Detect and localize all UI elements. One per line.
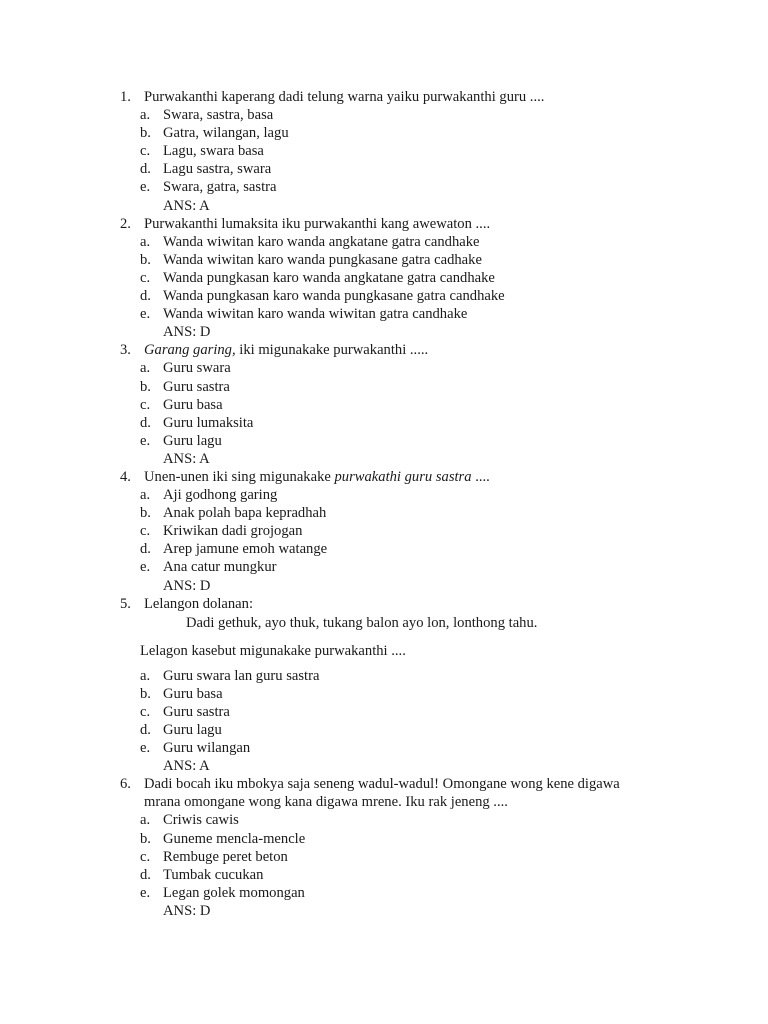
option-e xyxy=(0,178,768,196)
question-line xyxy=(0,215,768,233)
option-text: Guru lagu xyxy=(163,432,222,449)
option-text: Guneme mencla-mencle xyxy=(163,830,306,847)
option-c xyxy=(0,848,768,866)
question-text-lead: Unen-unen iki sing migunakake xyxy=(144,468,335,485)
option-d xyxy=(0,866,768,884)
option-text: Wanda pungkasan karo wanda pungkasane gatra candhake xyxy=(163,288,505,305)
option-letter: b. xyxy=(140,685,151,702)
option-text: Wanda wiwitan karo wanda angkatane gatra candhake xyxy=(163,233,480,250)
option-e xyxy=(0,739,768,757)
option-e xyxy=(0,884,768,902)
option-letter: a. xyxy=(140,487,151,504)
question-line xyxy=(0,468,768,486)
question-line xyxy=(0,88,768,106)
question-text-italic: purwakathi guru sastra xyxy=(334,468,472,485)
question-number: 1. xyxy=(120,89,131,105)
prompt-line xyxy=(0,641,768,661)
answer-key: ANS: D xyxy=(163,902,211,919)
option-text: Guru sastra xyxy=(163,703,230,720)
option-d xyxy=(0,287,768,305)
option-d xyxy=(0,540,768,558)
answer-line xyxy=(0,902,768,920)
option-text: Kriwikan dadi grojogan xyxy=(163,523,303,540)
option-text: Guru swara xyxy=(163,360,231,377)
option-c xyxy=(0,142,768,160)
option-letter: b. xyxy=(140,830,151,847)
question-prompt: Lelagon kasebut migunakake purwakanthi .... xyxy=(140,642,406,659)
option-letter: a. xyxy=(140,360,151,377)
answer-line xyxy=(0,757,768,775)
option-text: Guru basa xyxy=(163,396,223,413)
option-letter: e. xyxy=(140,432,151,449)
option-letter: a. xyxy=(140,667,151,684)
option-text: Legan golek momongan xyxy=(163,884,305,901)
answer-line xyxy=(0,577,768,595)
option-text: Guru basa xyxy=(163,685,223,702)
option-d xyxy=(0,721,768,739)
option-letter: d. xyxy=(140,866,151,883)
question-text: Purwakanthi lumaksita iku purwakanthi kang awewaton .... xyxy=(144,215,491,232)
option-text: Guru swara lan guru sastra xyxy=(163,667,320,684)
option-a xyxy=(0,667,768,685)
option-text: Guru wilangan xyxy=(163,740,251,757)
option-letter: b. xyxy=(140,251,151,268)
question-text-italic: Garang garing, xyxy=(144,342,236,359)
option-a xyxy=(0,811,768,829)
question-4 xyxy=(0,468,768,595)
option-letter: b. xyxy=(140,505,151,522)
option-letter: a. xyxy=(140,812,151,829)
song-lyric: Dadi gethuk, ayo thuk, tukang balon ayo lon, lonthong tahu. xyxy=(186,614,538,631)
option-letter: d. xyxy=(140,414,151,431)
question-text-rest: iki migunakake purwakanthi ..... xyxy=(235,342,429,359)
answer-key: ANS: D xyxy=(163,577,211,594)
option-letter: c. xyxy=(140,143,151,160)
question-3 xyxy=(0,341,768,468)
option-d xyxy=(0,160,768,178)
option-letter: d. xyxy=(140,541,151,558)
option-text: Wanda wiwitan karo wanda pungkasane gatra cadhake xyxy=(163,251,482,268)
option-letter: d. xyxy=(140,288,151,305)
answer-key: ANS: A xyxy=(163,197,210,214)
option-text: Tumbak cucukan xyxy=(163,866,264,883)
question-text: Purwakanthi kaperang dadi telung warna yaiku purwakanthi guru .... xyxy=(144,89,545,105)
option-text: Swara, sastra, basa xyxy=(163,107,274,124)
option-letter: c. xyxy=(140,269,151,286)
option-text: Wanda wiwitan karo wanda wiwitan gatra candhake xyxy=(163,306,468,323)
question-number: 2. xyxy=(120,215,131,232)
option-letter: d. xyxy=(140,161,151,178)
option-text: Anak polah bapa kepradhah xyxy=(163,505,327,522)
question-text xyxy=(144,341,428,359)
question-number: 3. xyxy=(120,342,131,359)
lyric-line xyxy=(0,613,768,633)
option-text: Criwis cawis xyxy=(163,812,239,829)
option-text: Guru lagu xyxy=(163,722,222,738)
option-text: Gatra, wilangan, lagu xyxy=(163,125,289,142)
option-letter: c. xyxy=(140,848,151,865)
option-letter: a. xyxy=(140,233,151,250)
answer-key: ANS: A xyxy=(163,758,210,775)
option-letter: e. xyxy=(140,306,151,323)
question-line xyxy=(0,341,768,359)
answer-line xyxy=(0,197,768,215)
option-letter: e. xyxy=(140,179,151,196)
option-a xyxy=(0,486,768,504)
answer-line xyxy=(0,323,768,341)
question-line-continued xyxy=(0,793,768,811)
option-e xyxy=(0,432,768,450)
option-text: Lagu, swara basa xyxy=(163,143,264,160)
question-text-continued: mrana omongane wong kana digawa mrene. Iku rak jeneng .... xyxy=(144,794,508,811)
option-text: Lagu sastra, swara xyxy=(163,161,272,178)
option-e xyxy=(0,558,768,576)
option-b xyxy=(0,830,768,848)
option-letter: c. xyxy=(140,523,151,540)
question-text: Lelangon dolanan: xyxy=(144,595,254,612)
answer-key: ANS: D xyxy=(163,324,211,341)
question-line xyxy=(0,595,768,613)
option-letter: b. xyxy=(140,378,151,395)
option-b xyxy=(0,504,768,522)
question-1 xyxy=(0,88,768,215)
option-letter: b. xyxy=(140,125,151,142)
option-b xyxy=(0,378,768,396)
option-letter: e. xyxy=(140,884,151,901)
option-text: Aji godhong garing xyxy=(163,487,278,504)
option-text: Guru sastra xyxy=(163,378,230,395)
option-b xyxy=(0,124,768,142)
question-6 xyxy=(0,775,768,920)
option-text: Ana catur mungkur xyxy=(163,559,277,576)
option-a xyxy=(0,359,768,377)
option-c xyxy=(0,703,768,721)
question-number: 4. xyxy=(120,468,131,485)
question-number: 6. xyxy=(120,776,131,793)
option-letter: d. xyxy=(140,722,151,738)
option-b xyxy=(0,251,768,269)
answer-key: ANS: A xyxy=(163,450,210,467)
question-5 xyxy=(0,595,768,776)
option-text: Guru lumaksita xyxy=(163,414,254,431)
option-letter: c. xyxy=(140,703,151,720)
option-letter: c. xyxy=(140,396,151,413)
option-letter: e. xyxy=(140,559,151,576)
option-c xyxy=(0,396,768,414)
quiz-document xyxy=(0,88,768,920)
question-text: Dadi bocah iku mbokya saja seneng wadul-wadul! Omongane wong kene digawa xyxy=(144,776,620,793)
option-b xyxy=(0,685,768,703)
question-line xyxy=(0,775,768,793)
question-number: 5. xyxy=(120,595,131,612)
option-c xyxy=(0,269,768,287)
option-a xyxy=(0,233,768,251)
question-text-tail: .... xyxy=(471,468,490,485)
option-a xyxy=(0,106,768,124)
option-d xyxy=(0,414,768,432)
answer-line xyxy=(0,450,768,468)
option-text: Rembuge peret beton xyxy=(163,848,288,865)
option-letter: a. xyxy=(140,107,151,124)
option-text: Arep jamune emoh watange xyxy=(163,541,328,558)
option-text: Wanda pungkasan karo wanda angkatane gatra candhake xyxy=(163,269,495,286)
option-letter: e. xyxy=(140,740,151,757)
option-e xyxy=(0,305,768,323)
question-2 xyxy=(0,215,768,342)
option-text: Swara, gatra, sastra xyxy=(163,179,277,196)
option-c xyxy=(0,522,768,540)
question-text xyxy=(144,468,490,486)
